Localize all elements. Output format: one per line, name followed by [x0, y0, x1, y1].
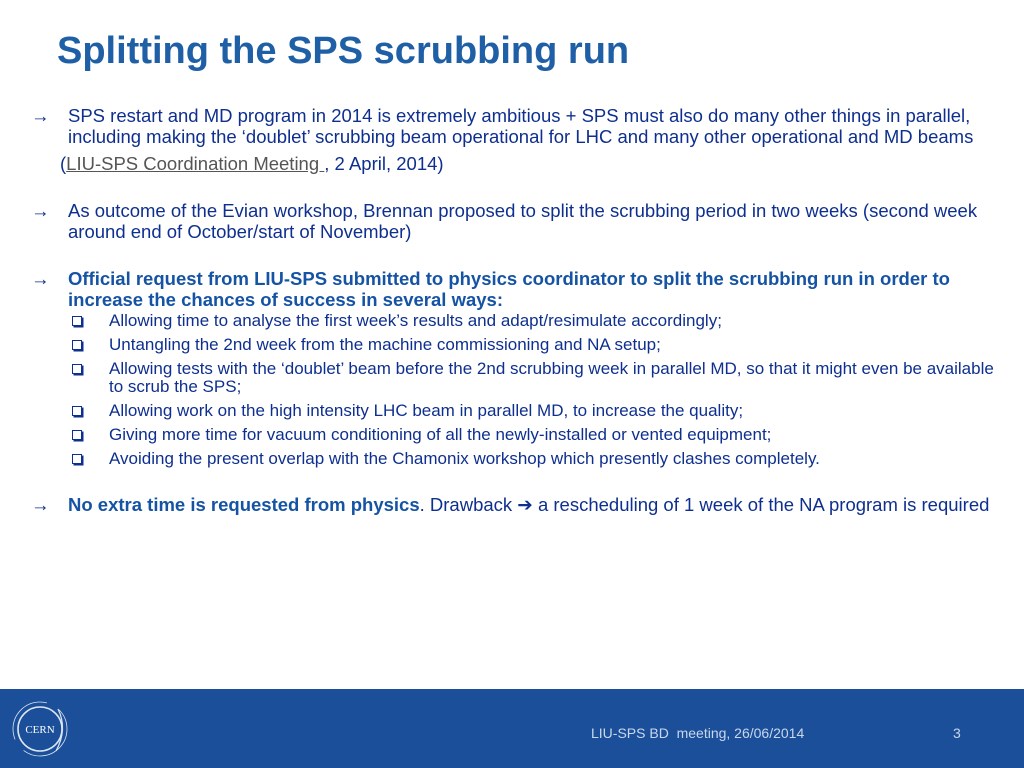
page-number: 3	[953, 725, 961, 741]
source-date: , 2 April, 2014)	[324, 153, 444, 174]
sub-bullet-item	[25, 426, 1010, 444]
sub-bullet-item	[25, 360, 1010, 396]
checkbox-bullet-icon	[72, 316, 82, 326]
coordination-meeting-link[interactable]: LIU-SPS Coordination Meeting	[66, 153, 325, 174]
sub-bullet-item	[25, 450, 1010, 468]
footer-bar	[0, 689, 1024, 768]
arrow-bullet-icon: →	[31, 494, 50, 515]
bullet-text: . Drawback	[419, 494, 518, 515]
sub-bullet-list	[25, 312, 1010, 468]
sub-bullet-text: Avoiding the present overlap with the Chamonix workshop which presently clashes completely.	[109, 449, 820, 468]
bullet-item-3	[25, 268, 1010, 310]
arrow-bullet-icon: →	[31, 268, 50, 289]
bullet-text-bold: Official request from LIU-SPS submitted to physics coordinator to split the scrubbing run in order to increase the chances of success in several ways:	[68, 268, 950, 310]
checkbox-bullet-icon	[72, 406, 82, 416]
bullet-text: As outcome of the Evian workshop, Brennan proposed to split the scrubbing period in two weeks (second week around end of October/start of November)	[68, 200, 978, 242]
sub-bullet-text: Allowing work on the high intensity LHC beam in parallel MD, to increase the quality;	[109, 401, 744, 420]
bullet-item-1	[25, 105, 1010, 147]
source-reference	[25, 153, 1010, 174]
checkbox-bullet-icon	[72, 364, 82, 374]
bullet-item-4	[25, 494, 1010, 515]
sub-bullet-text: Giving more time for vacuum conditioning of all the newly-installed or vented equipment;	[109, 425, 772, 444]
sub-bullet-item	[25, 402, 1010, 420]
bullet-text-bold: No extra time is requested from physics	[68, 494, 420, 515]
checkbox-bullet-icon	[72, 454, 82, 464]
arrow-bullet-icon: →	[31, 200, 50, 221]
slide-content	[25, 105, 1010, 515]
sub-bullet-text: Allowing time to analyse the first week’s results and adapt/resimulate accordingly;	[109, 311, 722, 330]
footer-meeting-info: LIU-SPS BD meeting, 26/06/2014	[591, 725, 805, 741]
arrow-bullet-icon: →	[31, 105, 50, 126]
slide-title: Splitting the SPS scrubbing run	[57, 30, 630, 72]
cern-logo-text: CERN	[25, 724, 55, 736]
sub-bullet-text: Untangling the 2nd week from the machine commissioning and NA setup;	[109, 335, 661, 354]
bullet-item-2	[25, 200, 1010, 242]
bullet-text: a rescheduling of 1 week of the NA program is required	[532, 494, 990, 515]
source-open-paren: (	[60, 153, 67, 174]
checkbox-bullet-icon	[72, 430, 82, 440]
bullet-text: SPS restart and MD program in 2014 is extremely ambitious + SPS must also do many other things in parallel, including making the ‘doublet’ scrubbing beam operational for LHC and many other operational and MD beams	[68, 105, 974, 147]
sub-bullet-item	[25, 336, 1010, 354]
sub-bullet-item	[25, 312, 1010, 330]
cern-logo-icon	[12, 699, 72, 759]
right-arrow-icon: ➔	[517, 494, 533, 515]
checkbox-bullet-icon	[72, 340, 82, 350]
sub-bullet-text: Allowing tests with the ‘doublet’ beam before the 2nd scrubbing week in parallel MD, so that it might even be available to scrub the SPS;	[109, 359, 994, 396]
